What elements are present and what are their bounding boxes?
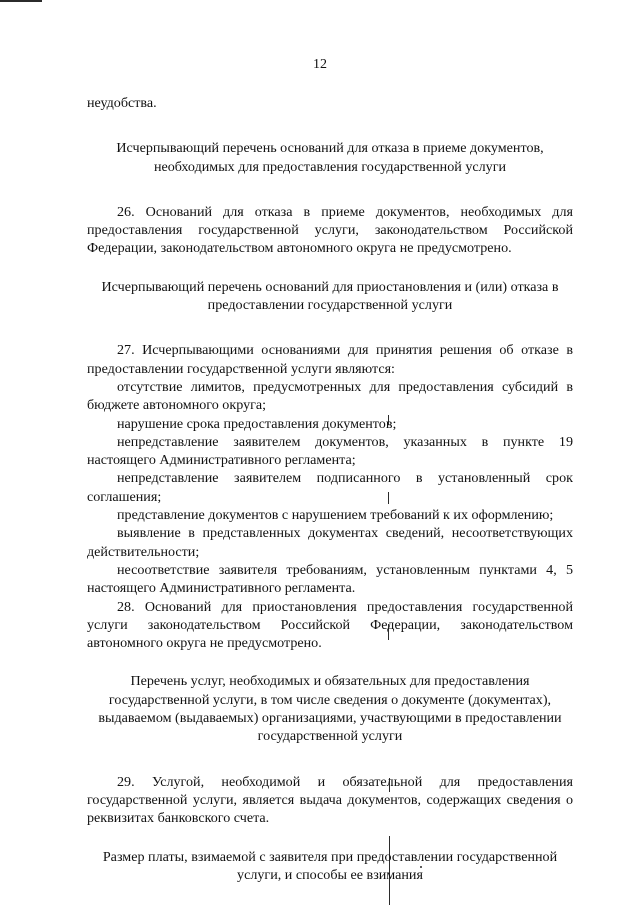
paragraph-26: 26. Оснований для отказа в приеме документов, необходимых для предоставления государственной услуги, законодательством Российской Федерации, законодательством автономного округа не предусмотрено. <box>87 203 573 257</box>
section-heading-refusal-docs: Исчерпывающий перечень оснований для отказа в приеме документов, необходимых для предоставления государственной услуги <box>116 140 544 175</box>
list-item: непредставление заявителем документов, указанных в пункте 19 настоящего Административного регламента; <box>87 433 573 469</box>
paragraph-continuation: неудобства. <box>87 95 157 111</box>
paragraph-29: 29. Услугой, необходимой и обязательной для предоставления государственной услуги, является выдача документов, содержащих сведения о реквизитах банковского счета. <box>87 773 573 827</box>
list-item: выявление в представленных документах сведений, несоответствующих действительности; <box>87 525 573 560</box>
list-item: отсутствие лимитов, предусмотренных для предоставления субсидий в бюджете автономного округа; <box>87 378 573 414</box>
section-heading-fee: Размер платы, взимаемой с заявителя при предоставлении государственной услуги, и способы ее взимания <box>102 848 558 883</box>
scan-top-edge-mark <box>0 0 42 2</box>
paragraph-27: 27. Исчерпывающими основаниями для принятия решения об отказе в предоставлении государственной услуги являются: <box>87 342 573 377</box>
list-item: непредставление заявителем подписанного в установленный срок соглашения; <box>87 470 573 505</box>
paragraph-28: 28. Оснований для приостановления предоставления государственной услуги законодательством Российской Федерации, законодательством автономного округа не предусмотрено. <box>87 598 573 652</box>
section-heading-suspension: Исчерпывающий перечень оснований для приостановления и (или) отказа в предоставлении государственной услуги <box>101 278 559 314</box>
document-body <box>87 94 573 884</box>
list-item: представление документов с нарушением требований к их оформлению; <box>117 507 554 524</box>
page-number: 12 <box>313 57 327 72</box>
section-heading-services: Перечень услуг, необходимых и обязательных для предоставления государственной услуги, в том числе сведения о документе (документах), выдаваемом (выдаваемых) организациями, участвующими в предоставлении государственной услуги <box>98 673 562 745</box>
list-item: нарушение срока предоставления документов; <box>117 415 397 432</box>
list-item: несоответствие заявителя требованиям, установленным пунктами 4, 5 настоящего Административного регламента. <box>87 561 573 597</box>
